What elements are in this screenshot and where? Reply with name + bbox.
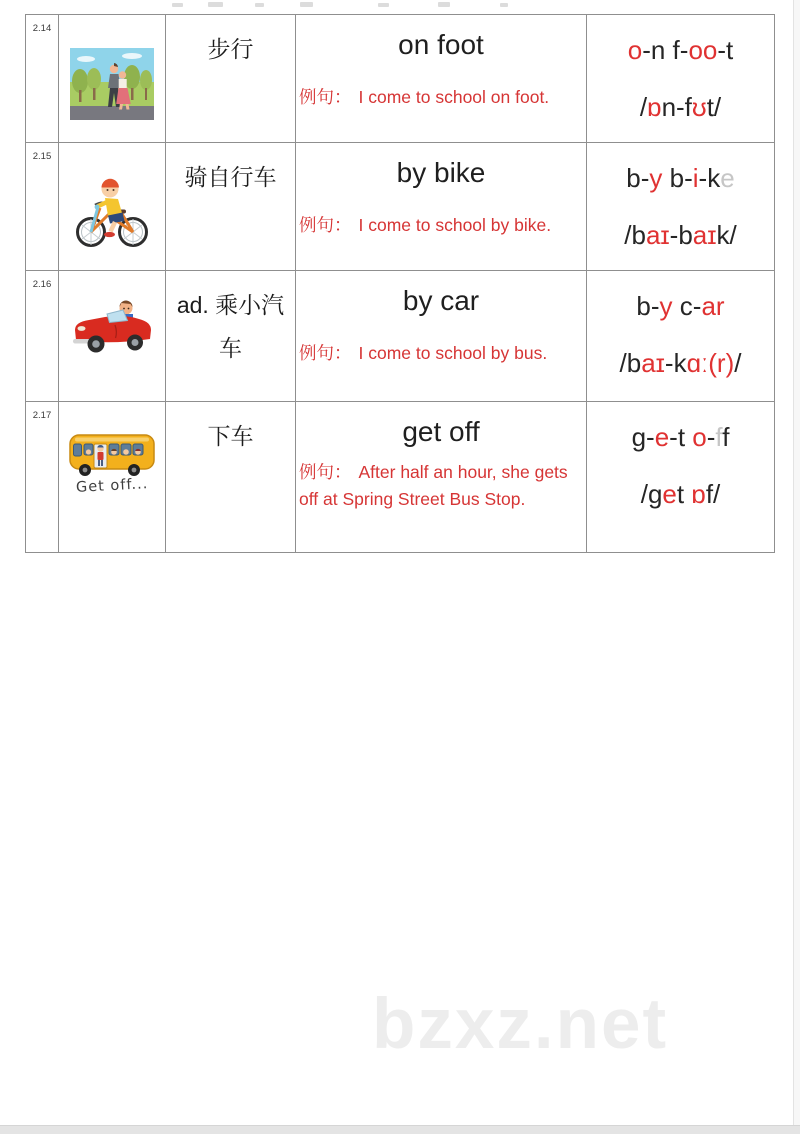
illustration-cell bbox=[59, 143, 166, 270]
example-sentence bbox=[299, 212, 583, 239]
entry-number-label: 2.16 bbox=[32, 279, 52, 290]
phonics-cell bbox=[587, 15, 774, 142]
entry-number-label: 2.17 bbox=[32, 410, 52, 421]
english-word: on foot bbox=[398, 29, 484, 60]
ipa-transcription: /get ɒf/ bbox=[640, 479, 721, 509]
english-cell bbox=[296, 402, 587, 552]
english-word: by bike bbox=[396, 157, 486, 188]
illustration-cell bbox=[59, 15, 166, 142]
table-row bbox=[26, 402, 774, 552]
ipa-transcription: /baɪ-baɪk/ bbox=[624, 220, 737, 250]
english-word: get off bbox=[402, 416, 480, 447]
illustration-cell bbox=[59, 402, 166, 552]
red-car-with-driver-image bbox=[69, 296, 155, 354]
illustration-cell bbox=[59, 271, 166, 401]
page-right-margin bbox=[794, 0, 800, 1134]
example-text: After half an hour, she gets off at Spring Street Bus Stop. bbox=[299, 462, 568, 510]
example-label: 例句： bbox=[299, 462, 352, 483]
example-label: 例句： bbox=[299, 215, 352, 236]
english-word: by car bbox=[402, 285, 480, 316]
entry-number bbox=[26, 271, 59, 401]
example-sentence bbox=[299, 459, 583, 513]
table-row bbox=[26, 15, 774, 143]
boy-riding-bike-image bbox=[70, 167, 154, 251]
table-row bbox=[26, 271, 774, 402]
phonics-split: b-y b-i-ke bbox=[626, 163, 735, 193]
phonics-cell bbox=[587, 402, 774, 552]
entry-number-label: 2.14 bbox=[32, 23, 52, 34]
entry-number bbox=[26, 15, 59, 142]
site-watermark: bzxz.net bbox=[372, 985, 669, 1064]
page-edge-line bbox=[793, 0, 794, 1134]
entry-number-label: 2.15 bbox=[32, 151, 52, 162]
chinese-meaning: 下车 bbox=[166, 402, 296, 552]
entry-number bbox=[26, 402, 59, 552]
bottom-scrollbar-track[interactable] bbox=[0, 1125, 800, 1134]
table-row bbox=[26, 143, 774, 271]
phonics-cell bbox=[587, 271, 774, 401]
example-label: 例句： bbox=[299, 87, 352, 108]
example-text: I come to school by bike. bbox=[358, 215, 552, 236]
phonics-split: b-y c-ar bbox=[636, 291, 725, 321]
image-caption: Get off... bbox=[75, 476, 149, 496]
ipa-transcription: /ɒn-fʊt/ bbox=[639, 92, 722, 122]
example-text: I come to school on foot. bbox=[358, 87, 550, 108]
english-cell bbox=[296, 271, 587, 401]
example-text: I come to school by bus. bbox=[358, 343, 548, 364]
ipa-transcription: /baɪ-kɑː(r)/ bbox=[619, 348, 742, 378]
example-label: 例句： bbox=[299, 343, 352, 364]
phonics-split: g-e-t o-ff bbox=[631, 422, 730, 452]
yellow-bus-get-off-image bbox=[68, 431, 156, 477]
chinese-meaning: ad. 乘小汽车 bbox=[166, 271, 296, 401]
chinese-meaning: 步行 bbox=[166, 15, 296, 142]
phonics-cell bbox=[587, 143, 774, 270]
english-cell bbox=[296, 143, 587, 270]
phonics-split: o-n f-oo-t bbox=[627, 35, 734, 65]
example-sentence bbox=[299, 340, 583, 367]
couple-walking-in-park-image bbox=[70, 48, 154, 120]
chinese-meaning: 骑自行车 bbox=[166, 143, 296, 270]
english-cell bbox=[296, 15, 587, 142]
vocabulary-table bbox=[25, 14, 775, 553]
example-sentence bbox=[299, 84, 583, 111]
entry-number bbox=[26, 143, 59, 270]
